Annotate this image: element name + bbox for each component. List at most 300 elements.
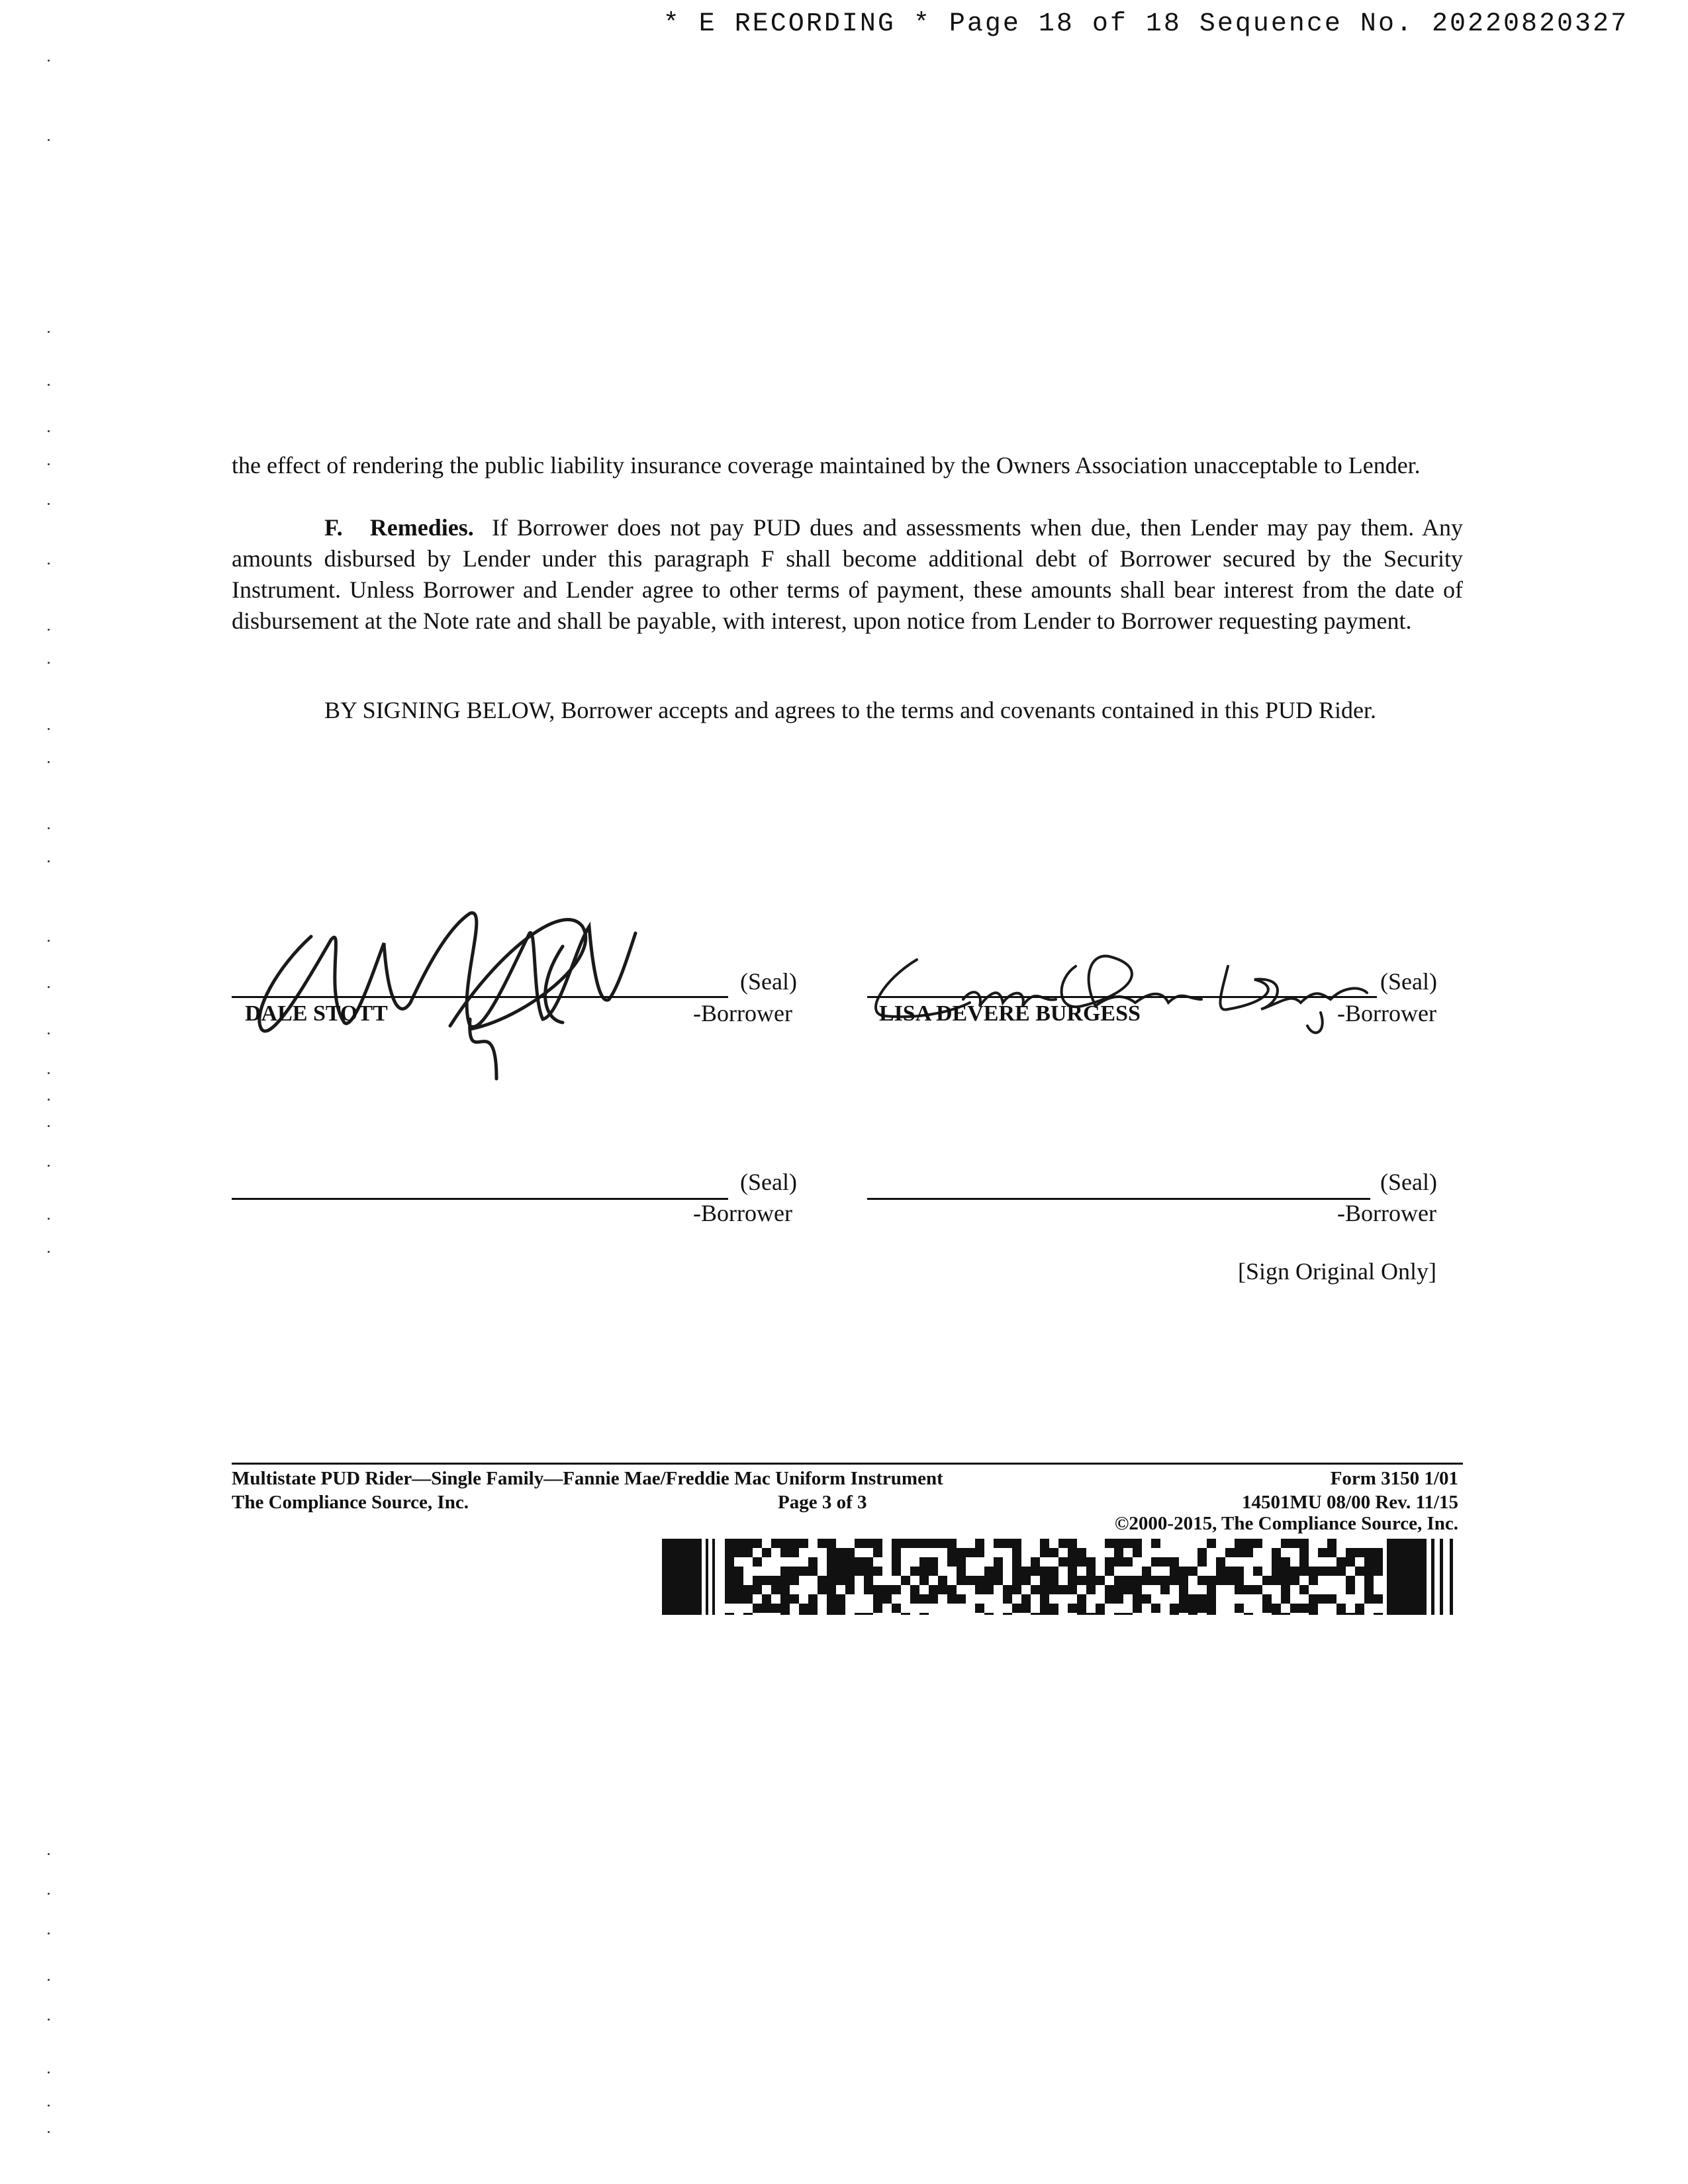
- barcode-cell: [864, 1585, 873, 1594]
- barcode-cell: [994, 1539, 1003, 1548]
- barcode-cell: [1133, 1576, 1142, 1585]
- barcode-cell: [836, 1594, 845, 1604]
- barcode-cell: [929, 1567, 938, 1576]
- barcode-cell: [1374, 1594, 1383, 1604]
- barcode-cell: [1012, 1585, 1021, 1594]
- barcode-cell: [799, 1613, 808, 1615]
- barcode-cell: [984, 1567, 994, 1576]
- barcode-cell: [1290, 1567, 1299, 1576]
- barcode-cell: [734, 1576, 743, 1585]
- barcode-cell: [818, 1539, 827, 1548]
- barcode-cell: [919, 1539, 929, 1548]
- barcode-cell: [975, 1604, 984, 1613]
- barcode-cell: [845, 1557, 855, 1567]
- barcode-cell: [780, 1613, 790, 1615]
- speckle: [48, 940, 50, 942]
- barcode-cell: [855, 1613, 864, 1615]
- barcode-cell: [1058, 1557, 1068, 1567]
- barcode-cell: [1049, 1576, 1058, 1585]
- barcode-cell: [1374, 1613, 1383, 1615]
- speckle: [48, 761, 50, 763]
- barcode-cell: [1068, 1604, 1077, 1613]
- barcode-cell: [855, 1557, 864, 1567]
- barcode-cell: [1346, 1548, 1355, 1557]
- barcode-cell: [919, 1576, 929, 1585]
- barcode-cell: [882, 1585, 892, 1594]
- barcode-cell: [1123, 1613, 1133, 1615]
- barcode-cell: [975, 1585, 984, 1594]
- barcode-cell: [771, 1604, 780, 1613]
- barcode-cell: [957, 1557, 966, 1567]
- barcode-cell: [845, 1548, 855, 1557]
- barcode-cell: [1077, 1576, 1086, 1585]
- barcode-cell: [938, 1585, 947, 1594]
- barcode-cell: [947, 1594, 957, 1604]
- speckle: [48, 139, 50, 141]
- speckle: [48, 2131, 50, 2133]
- barcode-cell: [808, 1594, 818, 1604]
- barcode-cell: [957, 1594, 966, 1604]
- barcode-cell: [1040, 1567, 1049, 1576]
- barcode-cell: [1151, 1604, 1160, 1613]
- footer-form-number: Form 3150 1/01: [1330, 1468, 1458, 1489]
- barcode-cell: [1179, 1576, 1188, 1585]
- barcode-cell: [864, 1557, 873, 1567]
- barcode-cell: [780, 1567, 790, 1576]
- barcode-cell: [984, 1613, 994, 1615]
- barcode-cell: [753, 1539, 762, 1548]
- barcode-cell: [1123, 1557, 1133, 1567]
- barcode-cell: [808, 1604, 818, 1613]
- barcode-cell: [1114, 1539, 1123, 1548]
- barcode-cell: [818, 1576, 827, 1585]
- barcode-cell: [790, 1567, 799, 1576]
- barcode-cell: [929, 1585, 938, 1594]
- barcode-cell: [1114, 1576, 1123, 1585]
- speckle: [48, 563, 50, 565]
- barcode-cell: [1374, 1567, 1383, 1576]
- barcode-cell: [1049, 1567, 1058, 1576]
- barcode-cell: [1114, 1594, 1123, 1604]
- barcode-cell: [743, 1548, 753, 1557]
- barcode-cell: [1151, 1557, 1160, 1567]
- barcode-cell: [1262, 1576, 1272, 1585]
- borrower1-seal-label: (Seal): [740, 968, 797, 995]
- borrower1-name: DALE STOTT: [245, 1001, 388, 1026]
- barcode-cell: [1235, 1585, 1244, 1594]
- barcode-cell: [1096, 1576, 1105, 1585]
- barcode-cell: [947, 1557, 957, 1567]
- barcode-cell: [1012, 1576, 1021, 1585]
- barcode-cell: [1309, 1613, 1318, 1615]
- barcode-cell: [1197, 1594, 1207, 1604]
- barcode-cell: [1299, 1604, 1309, 1613]
- barcode-cell: [734, 1585, 743, 1594]
- speckle: [48, 1072, 50, 1074]
- barcode-cell: [1327, 1548, 1336, 1557]
- barcode-cell: [1170, 1613, 1179, 1615]
- borrower4-seal-label: (Seal): [1380, 1169, 1437, 1195]
- paragraph-signing: [232, 695, 1463, 726]
- barcode-cell: [1216, 1557, 1225, 1567]
- speckle: [48, 1979, 50, 1981]
- barcode-cell: [762, 1576, 771, 1585]
- barcode-cell: [1170, 1576, 1179, 1585]
- barcode-cell: [1142, 1594, 1151, 1604]
- barcode-cell: [771, 1539, 780, 1548]
- barcode-cell: [827, 1539, 836, 1548]
- barcode-cell: [1197, 1604, 1207, 1613]
- barcode-cell: [892, 1548, 901, 1557]
- barcode-cell: [790, 1539, 799, 1548]
- barcode-cell: [818, 1585, 827, 1594]
- speckle: [48, 1853, 50, 1855]
- barcode-cell: [1003, 1613, 1012, 1615]
- barcode-cell: [1272, 1576, 1281, 1585]
- barcode-cell: [864, 1576, 873, 1585]
- barcode-cell: [1327, 1539, 1336, 1548]
- barcode-cell: [1170, 1557, 1179, 1567]
- barcode-cell: [1040, 1576, 1049, 1585]
- barcode-cell: [1309, 1594, 1318, 1604]
- barcode-cell: [1207, 1613, 1216, 1615]
- barcode-cell: [845, 1585, 855, 1594]
- speckle: [48, 2105, 50, 2107]
- barcode-cell: [1225, 1548, 1235, 1557]
- barcode-cell: [1336, 1557, 1346, 1567]
- barcode-cell: [1133, 1539, 1142, 1548]
- borrower4-signature-line: [867, 1198, 1370, 1200]
- barcode-cell: [1235, 1548, 1244, 1557]
- barcode-cell: [1170, 1604, 1179, 1613]
- barcode-cell: [1068, 1576, 1077, 1585]
- barcode-cell: [910, 1567, 919, 1576]
- barcode-cell: [725, 1557, 734, 1567]
- barcode-cell: [827, 1585, 836, 1594]
- barcode-cell: [753, 1585, 762, 1594]
- speckle: [48, 629, 50, 631]
- barcode-cell: [873, 1594, 882, 1604]
- recording-stamp: * E RECORDING * Page 18 of 18 Sequence No. 20220820327: [663, 9, 1628, 39]
- barcode-cell: [938, 1576, 947, 1585]
- barcode-cell: [1151, 1576, 1160, 1585]
- barcode-cell: [725, 1594, 734, 1604]
- barcode-cell: [1003, 1594, 1012, 1604]
- barcode-cell: [743, 1585, 753, 1594]
- barcode-cell: [1355, 1604, 1364, 1613]
- barcode-cell: [1364, 1567, 1374, 1576]
- barcode-cell: [743, 1594, 753, 1604]
- barcode-cell: [1133, 1594, 1142, 1604]
- barcode-cell: [1105, 1567, 1114, 1576]
- barcode-cell: [1346, 1585, 1355, 1594]
- barcode-cell: [1040, 1548, 1049, 1557]
- barcode-cell: [855, 1567, 864, 1576]
- barcode-cell: [1179, 1585, 1188, 1594]
- barcode-cell: [1309, 1604, 1318, 1613]
- barcode-cell: [1327, 1567, 1336, 1576]
- barcode-cell: [910, 1585, 919, 1594]
- barcode-cell: [1114, 1557, 1123, 1567]
- borrower4-borrower-label: -Borrower: [1337, 1200, 1436, 1226]
- barcode-cell: [1235, 1539, 1244, 1548]
- borrower2-signature-line: [867, 996, 1377, 998]
- barcode-cell: [1040, 1594, 1049, 1604]
- barcode-cell: [1077, 1548, 1086, 1557]
- barcode-cell: [799, 1567, 808, 1576]
- barcode-cell: [1216, 1567, 1225, 1576]
- borrower3-signature-line: [232, 1198, 728, 1200]
- barcode-cell: [1021, 1604, 1031, 1613]
- barcode-cell: [1123, 1576, 1133, 1585]
- barcode-cell: [1086, 1585, 1096, 1594]
- barcode-cell: [1188, 1604, 1197, 1613]
- barcode-cell: [901, 1539, 910, 1548]
- barcode-cell: [836, 1576, 845, 1585]
- barcode-cell: [1355, 1567, 1364, 1576]
- barcode-cell: [1374, 1557, 1383, 1567]
- barcode-cell: [1068, 1539, 1077, 1548]
- barcode-cell: [1207, 1539, 1216, 1548]
- barcode-cell: [771, 1576, 780, 1585]
- barcode-cell: [734, 1594, 743, 1604]
- barcode-cell: [753, 1604, 762, 1613]
- barcode-cell: [1179, 1594, 1188, 1604]
- barcode-cell: [1003, 1539, 1012, 1548]
- barcode-cell: [929, 1594, 938, 1604]
- barcode-cell: [725, 1548, 734, 1557]
- barcode-cell: [1040, 1613, 1049, 1615]
- barcode-cell: [725, 1585, 734, 1594]
- barcode-cell: [1244, 1539, 1253, 1548]
- barcode-cell: [947, 1548, 957, 1557]
- barcode-cell: [1031, 1585, 1040, 1594]
- barcode-cell: [929, 1557, 938, 1567]
- speckle: [48, 1933, 50, 1934]
- barcode-cell: [780, 1604, 790, 1613]
- speckle: [48, 986, 50, 988]
- speckle: [48, 2071, 50, 2073]
- barcode-cell: [1346, 1557, 1355, 1567]
- barcode-cell: [882, 1594, 892, 1604]
- barcode-cell: [966, 1576, 975, 1585]
- barcode-cell: [1012, 1539, 1021, 1548]
- barcode-cell: [1235, 1567, 1244, 1576]
- barcode-cell: [1290, 1576, 1299, 1585]
- barcode-cell: [1364, 1548, 1374, 1557]
- barcode-cell: [1003, 1585, 1012, 1594]
- speckle: [48, 1099, 50, 1101]
- barcode-cell: [725, 1576, 734, 1585]
- speckle: [48, 827, 50, 829]
- barcode-cell: [1021, 1576, 1031, 1585]
- barcode-cell: [892, 1585, 901, 1594]
- borrower3-borrower-label: -Borrower: [693, 1200, 792, 1226]
- barcode-cell: [1281, 1594, 1290, 1604]
- barcode-cell: [1272, 1604, 1281, 1613]
- barcode-cell: [1327, 1594, 1336, 1604]
- barcode-cell: [1058, 1539, 1068, 1548]
- barcode-cell: [1114, 1548, 1123, 1557]
- barcode-cell: [910, 1594, 919, 1604]
- barcode-cell: [1068, 1567, 1077, 1576]
- barcode-cell: [1068, 1557, 1077, 1567]
- barcode-cell: [1309, 1576, 1318, 1585]
- barcode-cell: [1114, 1613, 1123, 1615]
- barcode-cell: [1272, 1548, 1281, 1557]
- barcode-cell: [1012, 1604, 1021, 1613]
- barcode-cell: [1290, 1539, 1299, 1548]
- barcode-cell: [1188, 1613, 1197, 1615]
- barcode-cell: [1188, 1567, 1197, 1576]
- barcode-cell: [1207, 1576, 1216, 1585]
- borrower1-signature-line: [232, 996, 728, 998]
- barcode-cell: [919, 1594, 929, 1604]
- barcode-cell: [1012, 1567, 1021, 1576]
- speckle: [48, 1218, 50, 1220]
- barcode-cell: [1096, 1604, 1105, 1613]
- barcode-cell: [780, 1539, 790, 1548]
- barcode-cell: [762, 1594, 771, 1604]
- barcode-cell: [1068, 1548, 1077, 1557]
- barcode-cell: [975, 1576, 984, 1585]
- barcode-cell: [762, 1548, 771, 1557]
- barcode-cell: [1281, 1557, 1290, 1567]
- speckle: [48, 1032, 50, 1034]
- barcode-cell: [957, 1548, 966, 1557]
- barcode-cell: [790, 1548, 799, 1557]
- barcode-cell: [836, 1613, 845, 1615]
- barcode-cell: [873, 1567, 882, 1576]
- barcode-cell: [1207, 1604, 1216, 1613]
- footer-rule: [232, 1463, 1463, 1465]
- barcode-cell: [938, 1539, 947, 1548]
- barcode-cell: [1031, 1613, 1040, 1615]
- footer-form-title: Multistate PUD Rider—Single Family—Fannie Mae/Freddie Mac Uniform Instrument: [232, 1468, 943, 1489]
- footer-revision: 14501MU 08/00 Rev. 11/15: [1241, 1492, 1458, 1513]
- barcode-cell: [827, 1604, 836, 1613]
- barcode-cell: [1151, 1539, 1160, 1548]
- barcode-cell: [1253, 1567, 1262, 1576]
- barcode-cell: [957, 1567, 966, 1576]
- barcode-cell: [901, 1576, 910, 1585]
- barcode-cell: [1281, 1576, 1290, 1585]
- barcode-cell: [1299, 1567, 1309, 1576]
- barcode-cell: [1244, 1613, 1253, 1615]
- barcode-cell: [892, 1567, 901, 1576]
- barcode-cell: [892, 1604, 901, 1613]
- remedies-text: If Borrower does not pay PUD dues and assessments when due, then Lender may pay them. Any amounts disbursed by Lender under this paragraph F shall become additional debt of Borrower secured by the Security Instrument. Unless Borrower and Lender agree to other terms of payment, these amounts shall bear interest from the date of disbursement at the Note rate and shall be payable, with interest, upon notice from Lender to Borrower requesting payment.: [232, 514, 1464, 634]
- barcode-cell: [1012, 1548, 1021, 1557]
- barcode-cell: [771, 1585, 780, 1594]
- barcode-cell: [808, 1567, 818, 1576]
- barcode-cell: [827, 1557, 836, 1567]
- barcode-cell: [1197, 1576, 1207, 1585]
- barcode-cell: [1031, 1557, 1040, 1567]
- barcode-cell: [827, 1613, 836, 1615]
- barcode-cell: [808, 1557, 818, 1567]
- barcode-cell: [1105, 1557, 1114, 1567]
- footer-copyright: ©2000-2015, The Compliance Source, Inc.: [1114, 1513, 1458, 1534]
- barcode-cell: [873, 1604, 882, 1613]
- barcode-cell: [1086, 1576, 1096, 1585]
- speckle: [48, 2019, 50, 2021]
- barcode-cell: [1346, 1576, 1355, 1585]
- barcode-cell: [780, 1548, 790, 1557]
- barcode-cell: [1068, 1585, 1077, 1594]
- barcode-cell: [1262, 1594, 1272, 1604]
- speckle: [48, 430, 50, 432]
- barcode-cell: [1336, 1567, 1346, 1576]
- barcode-cell: [790, 1594, 799, 1604]
- barcode-cell: [1355, 1548, 1364, 1557]
- barcode-cell: [1346, 1613, 1355, 1615]
- barcode-cell: [1077, 1557, 1086, 1567]
- barcode-cell: [901, 1613, 910, 1615]
- barcode-cell: [1040, 1539, 1049, 1548]
- barcode-cell: [827, 1567, 836, 1576]
- barcode-cell: [1207, 1594, 1216, 1604]
- barcode-cell: [994, 1557, 1003, 1567]
- barcode-cell: [1244, 1548, 1253, 1557]
- barcode-cell: [1160, 1585, 1170, 1594]
- footer-page: Page 3 of 3: [778, 1492, 867, 1513]
- barcode-cell: [1133, 1548, 1142, 1557]
- barcode-cell: [1160, 1576, 1170, 1585]
- barcode-cell: [808, 1613, 818, 1615]
- barcode-cell: [892, 1539, 901, 1548]
- barcode-cell: [1318, 1594, 1327, 1604]
- barcode-cell: [1364, 1557, 1374, 1567]
- speckle: [48, 860, 50, 862]
- barcode-cell: [947, 1585, 957, 1594]
- barcode-cell: [799, 1604, 808, 1613]
- barcode-cell: [1281, 1613, 1290, 1615]
- barcode-cell: [1142, 1576, 1151, 1585]
- barcode-cell: [919, 1557, 929, 1567]
- remedies-heading: F.: [324, 514, 343, 541]
- barcode-cell: [1179, 1567, 1188, 1576]
- borrower2-name: LISA DEVERE BURGESS: [879, 1001, 1141, 1026]
- barcode-cell: [1105, 1539, 1114, 1548]
- barcode-cell: [725, 1567, 734, 1576]
- barcode-cell: [1179, 1604, 1188, 1613]
- barcode-cell: [734, 1567, 743, 1576]
- barcode-cell: [994, 1567, 1003, 1576]
- barcode-cell: [1105, 1594, 1114, 1604]
- barcode-cell: [827, 1576, 836, 1585]
- barcode-cell: [790, 1576, 799, 1585]
- barcode-cell: [1077, 1613, 1086, 1615]
- borrower2-borrower-label: -Borrower: [1337, 1000, 1436, 1026]
- barcode-cell: [753, 1557, 762, 1567]
- paragraph-effect: the effect of rendering the public liability insurance coverage maintained by the Owners Association unacceptable to Lender.: [232, 452, 1421, 478]
- barcode-cell: [919, 1567, 929, 1576]
- barcode-cell: [1012, 1557, 1021, 1567]
- barcode-cell: [984, 1576, 994, 1585]
- barcode-cell: [734, 1539, 743, 1548]
- barcode-cell: [919, 1613, 929, 1615]
- barcode-cell: [1123, 1539, 1133, 1548]
- barcode-cell: [1235, 1604, 1244, 1613]
- barcode-cell: [1086, 1613, 1096, 1615]
- barcode-cell: [1364, 1594, 1374, 1604]
- barcode-cell: [1077, 1604, 1086, 1613]
- barcode-cell: [1225, 1576, 1235, 1585]
- barcode-cell: [947, 1539, 957, 1548]
- barcode-cell: [1272, 1613, 1281, 1615]
- barcode-cell: [1272, 1557, 1281, 1567]
